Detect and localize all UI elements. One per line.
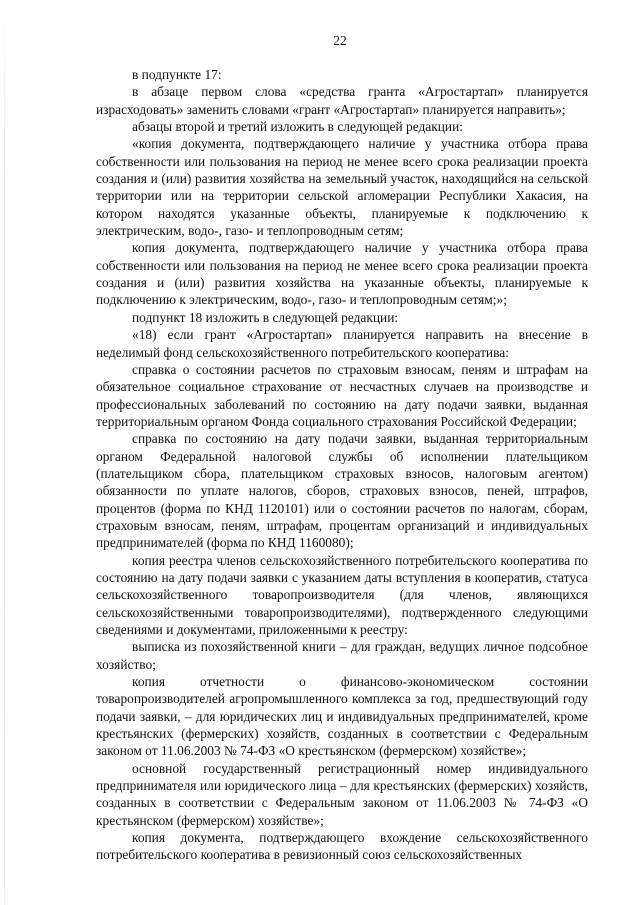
paragraph: справка по состоянию на дату подачи заявки, выданная территориальным органом Федеральной налоговой службы об исполнении плательщиком (плательщиком сбора, плательщиком страховых взносов, налоговым агентом) обязанности по уплате налогов, сборов, страховых взносов, пеней, штрафов, процентов (форма по КНД 1120101) или о состоянии расчетов по налогам, сборам, страховым взносам, пеням, штрафам, процентам организаций и индивидуальных предпринимателей (форма по КНД 1160080);	[96, 431, 588, 551]
paragraph: копия реестра членов сельскохозяйственного потребительского кооператива по состоянию на дату подачи заявки с указанием даты вступления в кооператив, статуса сельскохозяйственного товаропроизводителя (для членов, являющихся сельскохозяйственными товаропроизводителями), подтвержденного следующими сведениями и документами, приложенными к реестру:	[96, 552, 588, 637]
paragraph: «18) если грант «Агростартап» планируется направить на внесение в неделимый фонд сельскохозяйственного потребительского кооператива:	[96, 327, 588, 360]
paragraph: в подпункте 17:	[132, 67, 222, 82]
paragraph: копия отчетности о финансово-экономическом состоянии товаропроизводителей агропромышленного комплекса за год, предшествующий году подачи заявки, – для юридических лиц и индивидуальных предпринимателей, кроме крестьянских (фермерских) хозяйств, созданных в соответствии с Федеральным законом от 11.06.2003 № 74-ФЗ «О крестьянском (фермерском) хозяйстве»;	[96, 674, 588, 759]
paragraph: в абзаце первом слова «средства гранта «Агростартап» планируется израсходовать» заменить словами «грант «Агростартап» планируется направить»;	[96, 84, 588, 117]
paragraph: абзацы второй и третий изложить в следующей редакции:	[132, 119, 463, 135]
paragraph: копия документа, подтверждающего вхождение сельскохозяйственного потребительского кооператива в ревизионный союз сельскохозяйственных	[96, 830, 588, 863]
paragraph: «копия документа, подтверждающего наличие у участника отбора права собственности или пользования на период не менее всего срока реализации проекта создания и (или) развития хозяйства на земельный участок, находящийся на сельской территории или на территории сельской агломерации Республики Хакасия, на котором находятся указанные объекты, планируемые к подключению к электрическим, водо-, газо- и теплопроводным сетям;	[96, 136, 588, 239]
paragraph: справка о состоянии расчетов по страховым взносам, пеням и штрафам на обязательное социальное страхование от несчастных случаев на производстве и профессиональных заболеваний по состоянию на дату подачи заявки, выданная территориальным органом Фонда социального страхования Российской Федерации;	[96, 361, 588, 429]
scan-edge-line	[4, 0, 5, 905]
paragraph: выписка из похозяйственной книги – для граждан, ведущих личное подсобное хозяйство;	[96, 639, 588, 672]
page-number: 22	[333, 33, 347, 48]
document-body	[96, 66, 588, 864]
paragraph: подпункт 18 изложить в следующей редакции:	[132, 309, 399, 325]
paragraph: копия документа, подтверждающего наличие у участника отбора права собственности или пользования на период не менее всего срока реализации проекта создания и (или) развития хозяйства на указанные объекты, планируемые к подключению к электрическим, водо-, газо- и теплопроводным сетям;»;	[96, 240, 588, 308]
paragraph: основной государственный регистрационный номер индивидуального предпринимателя или юридического лица – для крестьянских (фермерских) хозяйств, созданных в соответствии с Федеральным законом от 11.06.2003 № 74-ФЗ «О крестьянском (фермерском) хозяйстве»;	[96, 760, 588, 828]
